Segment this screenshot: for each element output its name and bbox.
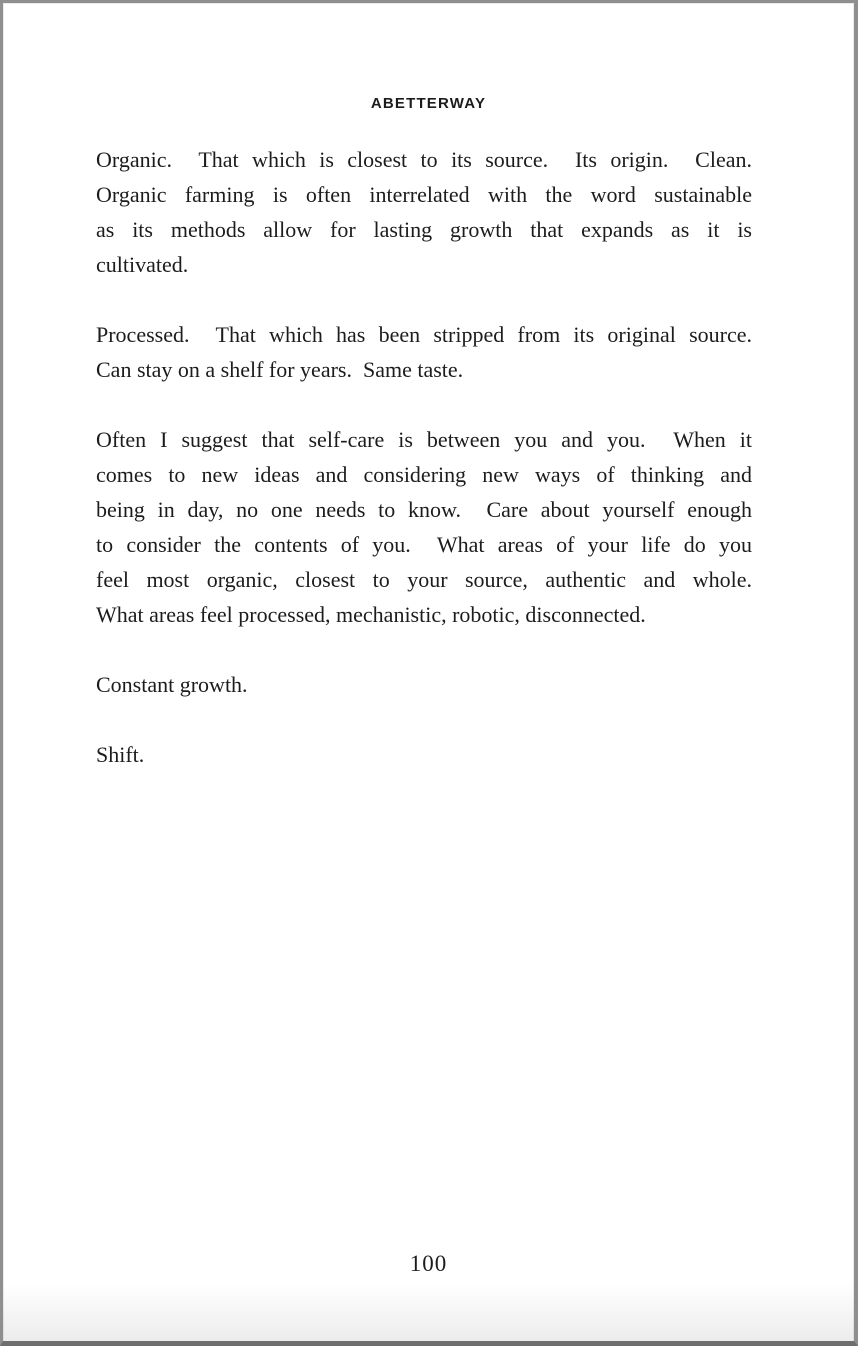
text-line: Often I suggest that self-care is between you and you. When it	[96, 427, 752, 452]
text-line: cultivated.	[96, 252, 189, 277]
text-line: Organic. That which is closest to its source. Its origin. Clean.	[96, 147, 752, 172]
text-line: Shift.	[96, 742, 145, 767]
paragraph-constant-growth	[96, 667, 752, 702]
paragraph-processed	[96, 317, 752, 387]
text-line: Constant growth.	[96, 672, 248, 697]
paragraph-self-care	[96, 422, 752, 632]
text-line: Organic farming is often interrelated with the word sustainable	[96, 182, 752, 207]
text-line: being in day, no one needs to know. Care about yourself enough	[96, 497, 752, 522]
paragraph-shift	[96, 737, 752, 772]
text-line: What areas feel processed, mechanistic, robotic, disconnected.	[96, 602, 646, 627]
text-line: feel most organic, closest to your source, authentic and whole.	[96, 567, 752, 592]
running-head: ABETTERWAY	[370, 95, 487, 112]
paragraph-organic	[96, 142, 752, 282]
text-line: to consider the contents of you. What areas of your life do you	[96, 532, 752, 557]
text-line: as its methods allow for lasting growth that expands as it is	[96, 217, 752, 242]
text-line: Can stay on a shelf for years. Same taste.	[96, 357, 464, 382]
text-line: Processed. That which has been stripped from its original source.	[96, 322, 752, 347]
body-text	[96, 142, 752, 807]
text-line: comes to new ideas and considering new ways of thinking and	[96, 462, 752, 487]
page-bottom-shade	[3, 1283, 854, 1341]
page-number: 100	[409, 1251, 448, 1276]
